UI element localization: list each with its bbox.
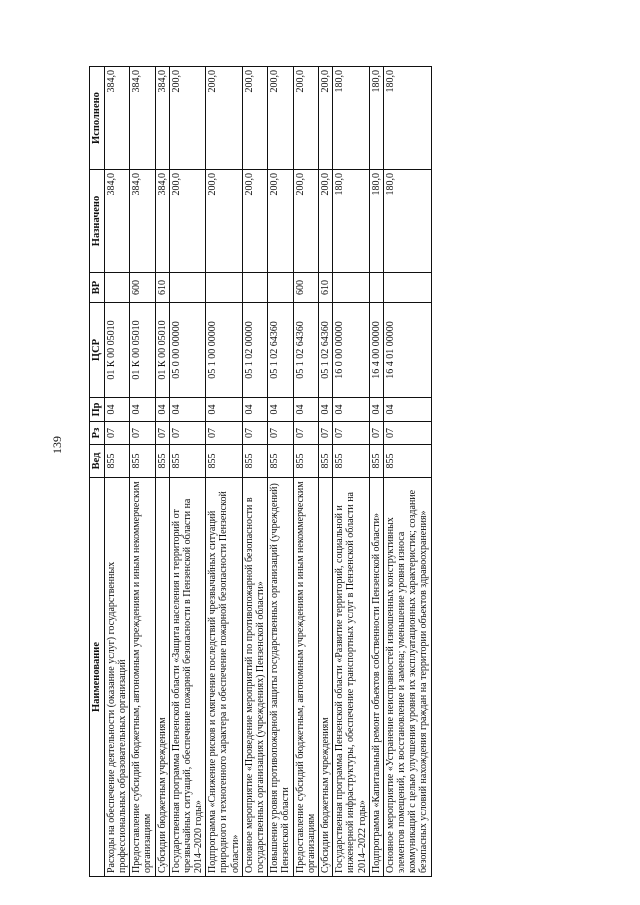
cell-pr: 04	[130, 398, 155, 422]
cell-csr: 01 К 00 05010	[130, 303, 155, 398]
table-row	[169, 67, 206, 877]
table-row	[104, 67, 129, 877]
cell-assigned: 384,0	[104, 170, 129, 273]
table-row	[268, 67, 293, 877]
cell-pr: 04	[333, 398, 370, 422]
cell-pr: 04	[369, 398, 383, 422]
cell-rz: 07	[383, 422, 431, 445]
table-row	[383, 67, 431, 877]
cell-pr: 04	[104, 398, 129, 422]
table-header-row	[90, 67, 105, 877]
cell-executed: 200,0	[268, 67, 293, 170]
cell-ved: 855	[333, 445, 370, 478]
cell-executed: 384,0	[104, 67, 129, 170]
cell-vr: 600	[130, 273, 155, 303]
cell-csr: 05 1 02 64360	[293, 303, 318, 398]
cell-csr: 01 К 00 05010	[155, 303, 169, 398]
cell-ved: 855	[383, 445, 431, 478]
cell-csr: 16 4 00 00000	[369, 303, 383, 398]
cell-assigned: 384,0	[130, 170, 155, 273]
cell-csr: 05 0 00 00000	[169, 303, 206, 398]
cell-rz: 07	[318, 422, 332, 445]
table-row	[318, 67, 332, 877]
cell-vr	[169, 273, 206, 303]
header-executed: Исполнено	[90, 67, 105, 170]
cell-assigned: 384,0	[155, 170, 169, 273]
cell-csr: 01 К 00 05010	[104, 303, 129, 398]
cell-executed: 200,0	[206, 67, 243, 170]
cell-executed: 200,0	[242, 67, 267, 170]
table-row	[333, 67, 370, 877]
header-csr: ЦСР	[90, 303, 105, 398]
cell-executed: 200,0	[318, 67, 332, 170]
cell-csr: 05 1 02 00000	[242, 303, 267, 398]
cell-name: Основное мероприятие «Устранение неисправностей изношенных конструктивных элементов помещений, их восстановление и замена; уменьшение уровня износа коммуникаций с целью улучшения уровня их эксплуатационных характеристик; создание безопасных условий нахождения граждан на территории объектов здравоохранения»	[383, 478, 431, 877]
cell-name: Государственная программа Пензенской области «Развитие территорий, социальной и инженерной инфраструктуры, обеспечение транспортных услуг в Пензенской области на 2014–2022 годы»	[333, 478, 370, 877]
cell-assigned: 200,0	[293, 170, 318, 273]
table-row	[293, 67, 318, 877]
cell-rz: 07	[333, 422, 370, 445]
cell-name: Предоставление субсидий бюджетным, автономным учреждениям и иным некоммерческим организациям	[130, 478, 155, 877]
cell-rz: 07	[206, 422, 243, 445]
cell-executed: 180,0	[383, 67, 431, 170]
cell-executed: 384,0	[155, 67, 169, 170]
cell-pr: 04	[155, 398, 169, 422]
cell-executed: 384,0	[130, 67, 155, 170]
cell-ved: 855	[130, 445, 155, 478]
header-ved: Вед	[90, 445, 105, 478]
table-body	[104, 67, 431, 877]
cell-ved: 855	[242, 445, 267, 478]
cell-assigned: 200,0	[268, 170, 293, 273]
cell-pr: 04	[318, 398, 332, 422]
header-vr: ВР	[90, 273, 105, 303]
cell-vr: 600	[293, 273, 318, 303]
cell-assigned: 200,0	[206, 170, 243, 273]
cell-rz: 07	[130, 422, 155, 445]
cell-name: Повышение уровня противопожарной защиты государственных организаций (учреждений) Пензенской области	[268, 478, 293, 877]
cell-rz: 07	[242, 422, 267, 445]
cell-csr: 05 1 02 64360	[268, 303, 293, 398]
cell-rz: 07	[104, 422, 129, 445]
cell-ved: 855	[369, 445, 383, 478]
cell-ved: 855	[268, 445, 293, 478]
cell-csr: 16 4 01 00000	[383, 303, 431, 398]
header-assigned: Назначено	[90, 170, 105, 273]
cell-ved: 855	[206, 445, 243, 478]
header-pr: Пр	[90, 398, 105, 422]
cell-executed: 200,0	[169, 67, 206, 170]
cell-name: Субсидии бюджетным учреждениям	[155, 478, 169, 877]
cell-name: Подпрограмма «Снижение рисков и смягчение последствий чрезвычайных ситуаций природного и техногенного характера и обеспечение пожарной безопасности Пензенской области»	[206, 478, 243, 877]
cell-rz: 07	[268, 422, 293, 445]
cell-name: Основное мероприятие «Проведение мероприятий по противопожарной безопасности в государственных организациях (учреждениях) Пензенской области»	[242, 478, 267, 877]
header-name: Наименование	[90, 478, 105, 877]
cell-csr: 05 1 02 64360	[318, 303, 332, 398]
cell-name: Предоставление субсидий бюджетным, автономным учреждениям и иным некоммерческим организациям	[293, 478, 318, 877]
cell-csr: 05 1 00 00000	[206, 303, 243, 398]
cell-assigned: 200,0	[169, 170, 206, 273]
rotated-table-container	[89, 67, 563, 877]
cell-name: Расходы на обеспечение деятельности (оказание услуг) государственных профессиональных образовательных организаций	[104, 478, 129, 877]
cell-vr	[383, 273, 431, 303]
cell-vr	[369, 273, 383, 303]
table-row	[242, 67, 267, 877]
cell-executed: 180,0	[333, 67, 370, 170]
cell-vr	[242, 273, 267, 303]
cell-vr	[333, 273, 370, 303]
cell-ved: 855	[104, 445, 129, 478]
cell-assigned: 180,0	[383, 170, 431, 273]
cell-vr	[268, 273, 293, 303]
cell-vr	[104, 273, 129, 303]
cell-name: Государственная программа Пензенской области «Защита населения и территорий от чрезвычайных ситуаций, обеспечение пожарной безопасности в Пензенской области на 2014–2020 годы»	[169, 478, 206, 877]
table-row	[369, 67, 383, 877]
cell-rz: 07	[155, 422, 169, 445]
page-number: 139	[50, 436, 64, 454]
cell-rz: 07	[369, 422, 383, 445]
cell-pr: 04	[169, 398, 206, 422]
cell-ved: 855	[169, 445, 206, 478]
cell-rz: 07	[169, 422, 206, 445]
cell-vr: 610	[318, 273, 332, 303]
table-row	[130, 67, 155, 877]
cell-assigned: 200,0	[318, 170, 332, 273]
cell-vr	[206, 273, 243, 303]
cell-executed: 180,0	[369, 67, 383, 170]
cell-assigned: 180,0	[369, 170, 383, 273]
cell-executed: 200,0	[293, 67, 318, 170]
cell-assigned: 200,0	[242, 170, 267, 273]
cell-pr: 04	[206, 398, 243, 422]
cell-pr: 04	[383, 398, 431, 422]
cell-csr: 16 0 00 00000	[333, 303, 370, 398]
cell-name: Субсидии бюджетным учреждениям	[318, 478, 332, 877]
table-row	[155, 67, 169, 877]
budget-table	[89, 66, 432, 877]
table-row	[206, 67, 243, 877]
cell-rz: 07	[293, 422, 318, 445]
cell-ved: 855	[318, 445, 332, 478]
cell-vr: 610	[155, 273, 169, 303]
cell-name: Подпрограмма «Капитальный ремонт объектов собственности Пензенской области»	[369, 478, 383, 877]
header-rz: Рз	[90, 422, 105, 445]
cell-pr: 04	[242, 398, 267, 422]
cell-pr: 04	[293, 398, 318, 422]
cell-assigned: 180,0	[333, 170, 370, 273]
cell-pr: 04	[268, 398, 293, 422]
cell-ved: 855	[293, 445, 318, 478]
cell-ved: 855	[155, 445, 169, 478]
